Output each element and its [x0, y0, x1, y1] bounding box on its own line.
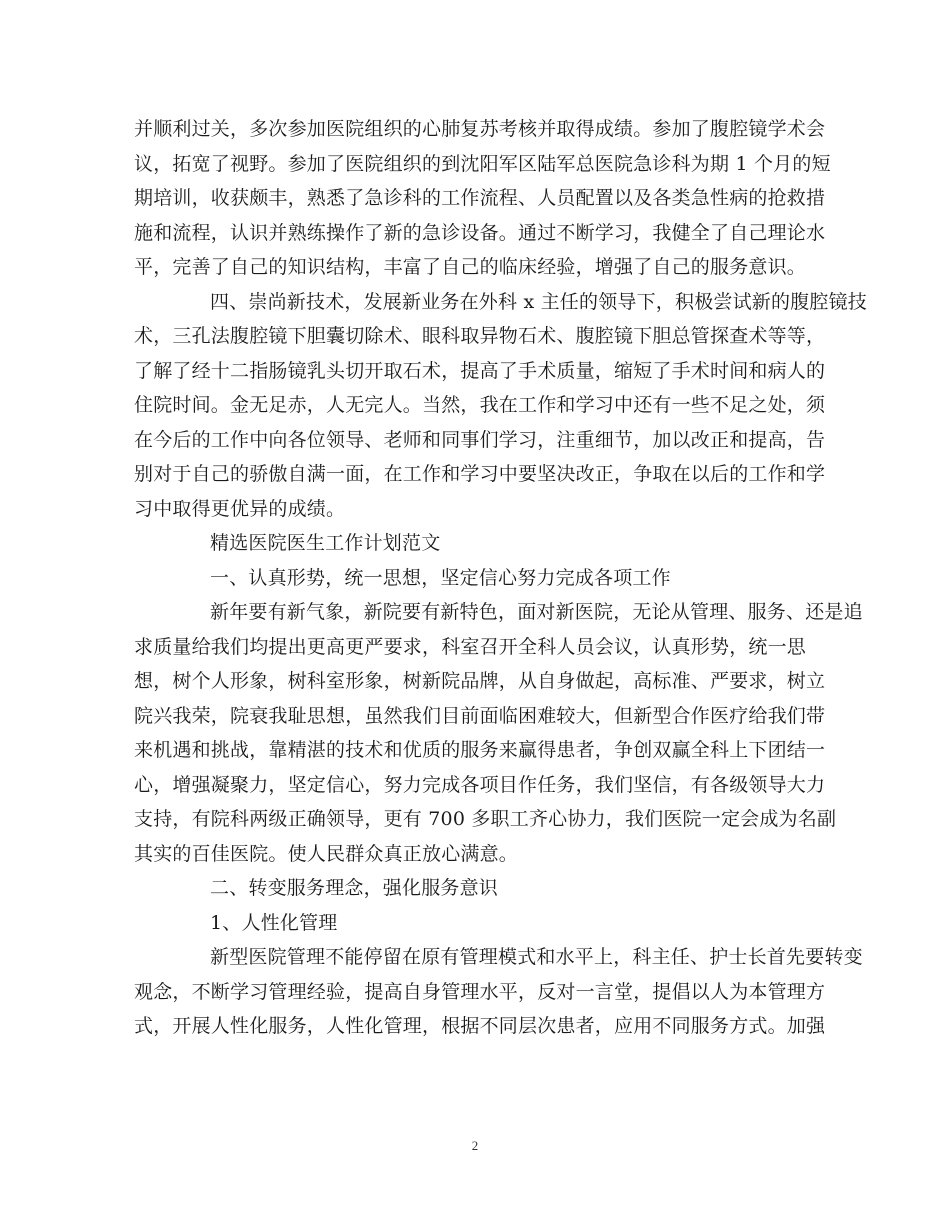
text-line: 精选医院医生工作计划范文 — [210, 532, 441, 554]
text-line: 观念，不断学习管理经验，提高自身管理水平，反对一言堂，提倡以人为本管理方 — [134, 980, 826, 1003]
text-line: 四、崇尚新技术，发展新业务在外科 x 主任的领导下，积极尝试新的腹腔镜技 — [210, 290, 867, 313]
text-line: 二、转变服务理念，强化服务意识 — [210, 877, 499, 899]
text-line: 支持，有院科两级正确领导，更有 700 多职工齐心协力，我们医院一定会成为名副 — [134, 808, 837, 830]
text-line: 住院时间。金无足赤，人无完人。当然，我在工作和学习中还有一些不足之处，须 — [134, 394, 826, 416]
text-line: 了解了经十二指肠镜乳头切开取石术，提高了手术质量，缩短了手术时间和病人的 — [134, 359, 826, 382]
text-line: 1、人性化管理 — [210, 911, 338, 934]
text-line: 术，三孔法腹腔镜下胆囊切除术、眼科取异物石术、腹腔镜下胆总管探查术等等， — [134, 325, 826, 347]
text-line: 式，开展人性化服务，人性化管理，根据不同层次患者，应用不同服务方式。加强 — [134, 1015, 826, 1037]
text-line: 想，树个人形象，树科室形象，树新院品牌，从自身做起，高标准、严要求，树立 — [134, 670, 826, 692]
text-line: 并顺利过关，多次参加医院组织的心肺复苏考核并取得成绩。参加了腹腔镜学术会 — [134, 118, 826, 140]
text-line: 院兴我荣，院衰我耻思想，虽然我们目前面临困难较大，但新型合作医疗给我们带 — [134, 704, 826, 727]
text-line: 一、认真形势，统一思想，坚定信心努力完成各项工作 — [210, 566, 671, 589]
text-line: 习中取得更优异的成绩。 — [134, 497, 346, 520]
body-text — [134, 112, 867, 1044]
text-line: 施和流程，认识并熟练操作了新的急诊设备。通过不断学习，我健全了自己理论水 — [134, 221, 826, 244]
page-number: 2 — [471, 1138, 479, 1153]
text-line: 求质量给我们均提出更高更严要求，科室召开全科人员会议，认真形势，统一思 — [134, 635, 807, 658]
text-line: 议，拓宽了视野。参加了医院组织的到沈阳军区陆军总医院急诊科为期 1 个月的短 — [134, 152, 831, 175]
text-line: 来机遇和挑战，靠精湛的技术和优质的服务来赢得患者，争创双赢全科上下团结一 — [134, 739, 826, 761]
text-line: 期培训，收获颇丰，熟悉了急诊科的工作流程、人员配置以及各类急性病的抢救措 — [134, 187, 826, 209]
text-line: 其实的百佳医院。使人民群众真正放心满意。 — [134, 842, 519, 865]
text-line: 心，增强凝聚力，坚定信心，努力完成各项目作任务，我们坚信，有各级领导大力 — [134, 773, 826, 796]
text-line: 新型医院管理不能停留在原有管理模式和水平上，科主任、护士长首先要转变 — [210, 946, 863, 968]
text-line: 新年要有新气象，新院要有新特色，面对新医院，无论从管理、服务、还是追 — [210, 601, 863, 623]
text-line: 平，完善了自己的知识结构，丰富了自己的临床经验，增强了自己的服务意识。 — [134, 256, 807, 278]
text-line: 在今后的工作中向各位领导、老师和同事们学习，注重细节，加以改正和提高，告 — [134, 428, 826, 451]
text-line: 别对于自己的骄傲自满一面，在工作和学习中要坚决改正，争取在以后的工作和学 — [134, 463, 826, 485]
